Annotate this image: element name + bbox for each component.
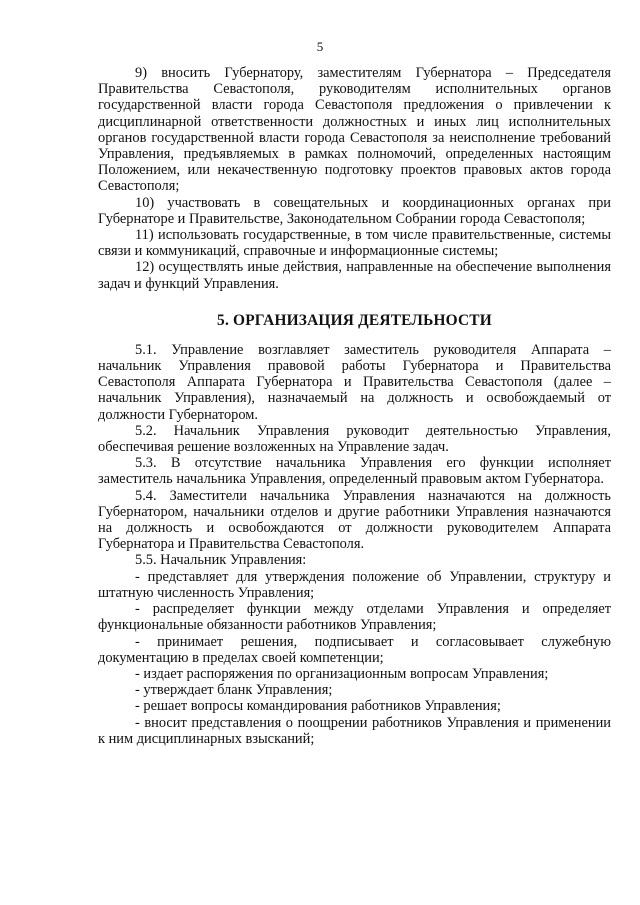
list-item: - решает вопросы командирования работников Управления; — [135, 698, 501, 715]
list-item: - издает распоряжения по организационным вопросам Управления; — [135, 665, 549, 682]
paragraph-item-12: 12) осуществлять иные действия, направленные на обеспечение выполнения задач и функций Управления. — [98, 259, 611, 292]
paragraph-5-2: 5.2. Начальник Управления руководит деятельностью Управления, обеспечивая решение возложенных на Управление задач. — [98, 422, 611, 456]
paragraph-5-5: 5.5. Начальник Управления: — [135, 552, 307, 569]
paragraph-5-3: 5.3. В отсутствие начальника Управления его функции исполняет заместитель начальника Управления, определенный правовым актом Губернатора. — [98, 455, 611, 488]
paragraph-5-1: 5.1. Управление возглавляет заместитель руководителя Аппарата – начальник Управления правовой работы Губернатора и Правительства Севастополя Аппарата Губернатора и Правительства Севастополя (далее – начальник Управления), назначаемый на должность и освобождаемый от должности Губернатором. — [98, 341, 611, 423]
list-item: - представляет для утверждения положение об Управлении, структуру и штатную численность Управления; — [98, 568, 611, 601]
document-body — [98, 65, 611, 747]
list-item: - принимает решения, подписывает и согласовывает служебную документацию в пределах своей компетенции; — [98, 633, 611, 666]
paragraph-item-9: 9) вносить Губернатору, заместителям Губернатора – Председателя Правительства Севастополя, руководителям исполнительных органов государственной власти города Севастополя предложения о привлечении к дисциплинарной ответственности должностных и иных лиц исполнительных органов государственной власти города Севастополя за неисполнение требований Управления, предъявляемых в рамках полномочий, определенных настоящим Положением, или некачественную подготовку проектов правовых актов города Севастополя; — [98, 65, 611, 195]
list-item: - вносит представления о поощрении работников Управления и применении к ним дисциплинарных взысканий; — [98, 714, 611, 747]
section-heading: 5. ОРГАНИЗАЦИЯ ДЕЯТЕЛЬНОСТИ — [217, 311, 492, 329]
page-number: 5 — [316, 39, 324, 54]
paragraph-item-10: 10) участвовать в совещательных и координационных органах при Губернаторе и Правительстве, Законодательном Собрании города Севастополя; — [98, 194, 611, 227]
list-item: - утверждает бланк Управления; — [135, 682, 333, 699]
paragraph-item-11: 11) использовать государственные, в том числе правительственные, системы связи и коммуникаций, справочные и информационные системы; — [98, 227, 611, 260]
paragraph-5-4: 5.4. Заместители начальника Управления назначаются на должность Губернатором, начальники отделов и другие работники Управления назначаются на должность и освобождаются от должности руководителем Аппарата Губернатора и Правительства Севастополя. — [98, 487, 611, 553]
list-item: - распределяет функции между отделами Управления и определяет функциональные обязанности работников Управления; — [98, 601, 611, 634]
